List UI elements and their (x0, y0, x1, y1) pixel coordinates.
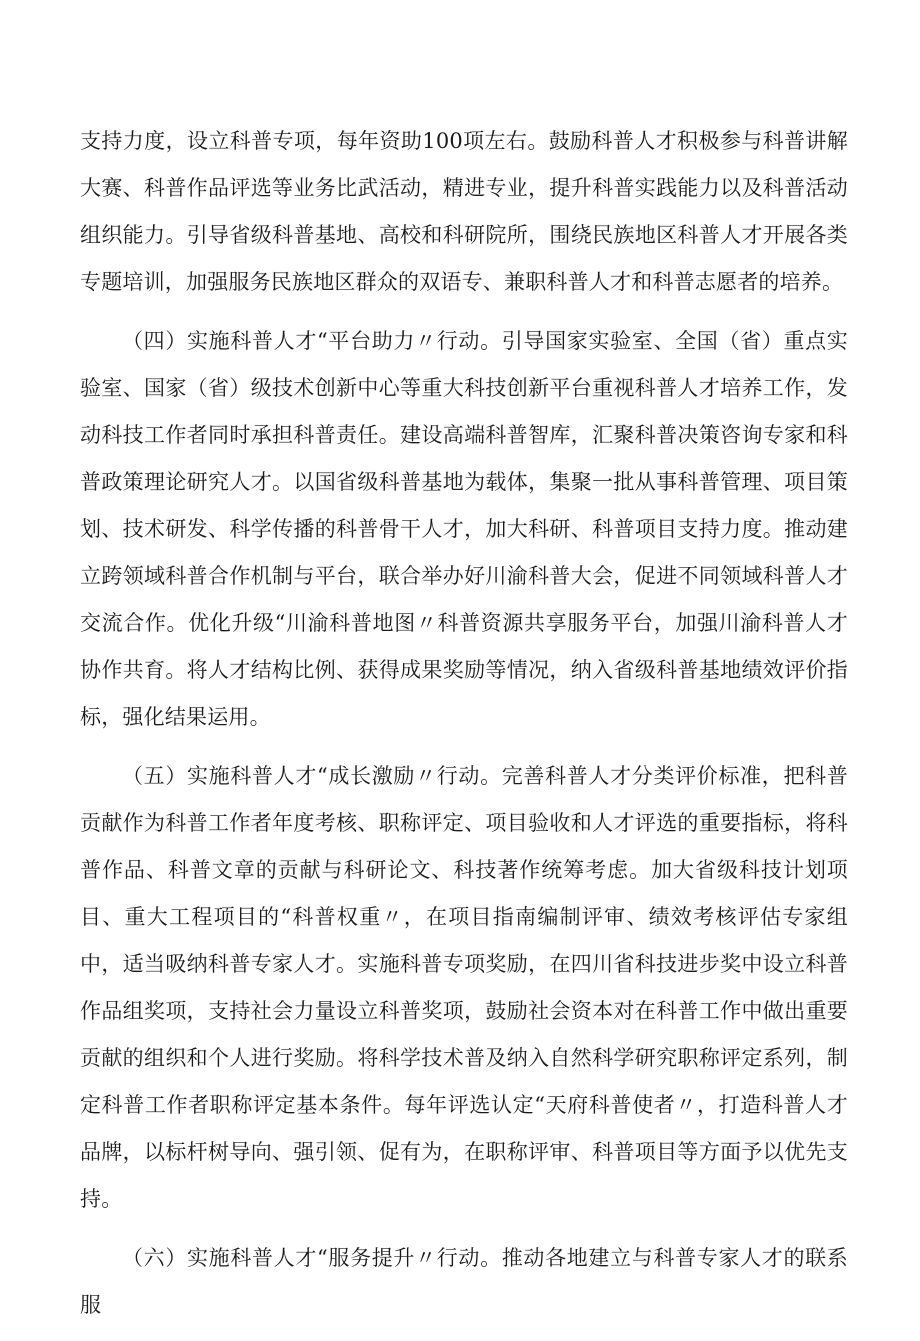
paragraph-continuation: 支持力度，设立科普专项，每年资助100项左右。鼓励科普人才积极参与科普讲解大赛、科普作品评选等业务比武活动，精进专业，提升科普实践能力以及科普活动组织能力。引导省级科普基地、高校和科研院所，围绕民族地区科普人才开展各类专题培训，加强服务民族地区群众的双语专、兼职科普人才和科普志愿者的培养。 (80, 129, 848, 294)
document-body (80, 118, 848, 1341)
paragraph-section-4: （四）实施科普人才“平台助力〃行动。引导国家实验室、全国（省）重点实验室、国家（省）级技术创新中心等重大科技创新平台重视科普人才培养工作，发动科技工作者同时承担科普责任。建设高端科普智库，汇聚科普决策咨询专家和科普政策理论研究人才。以国省级科普基地为载体，集聚一批从事科普管理、项目策划、技术研发、科学传播的科普骨干人才，加大科研、科普项目支持力度。推动建立跨领域科普合作机制与平台，联合举办好川渝科普大会，促进不同领域科普人才交流合作。优化升级“川渝科普地图〃科普资源共享服务平台，加强川渝科普人才协作共育。将人才结构比例、获得成果奖励等情况，纳入省级科普基地绩效评价指标，强化结果运用。 (80, 329, 848, 729)
paragraph-section-6: （六）实施科普人才“服务提升〃行动。推动各地建立与科普专家人才的联系服 (80, 1246, 848, 1317)
paragraph-section-5: （五）实施科普人才“成长激励〃行动。完善科普人才分类评价标准，把科普贡献作为科普工作者年度考核、职称评定、项目验收和人才评选的重要指标，将科普作品、科普文章的贡献与科研论文、科技著作统筹考虑。加大省级科技计划项目、重大工程项目的“科普权重〃，在项目指南编制评审、绩效考核评估专家组中，适当吸纳科普专家人才。实施科普专项奖励，在四川省科技进步奖中设立科普作品组奖项，支持社会力量设立科普奖项，鼓励社会资本对在科普工作中做出重要贡献的组织和个人进行奖励。将科学技术普及纳入自然科学研究职称评定系列，制定科普工作者职称评定基本条件。每年评选认定“天府科普使者〃，打造科普人才品牌，以标杆树导向、强引领、促有为，在职称评审、科普项目等方面予以优先支持。 (80, 764, 848, 1211)
